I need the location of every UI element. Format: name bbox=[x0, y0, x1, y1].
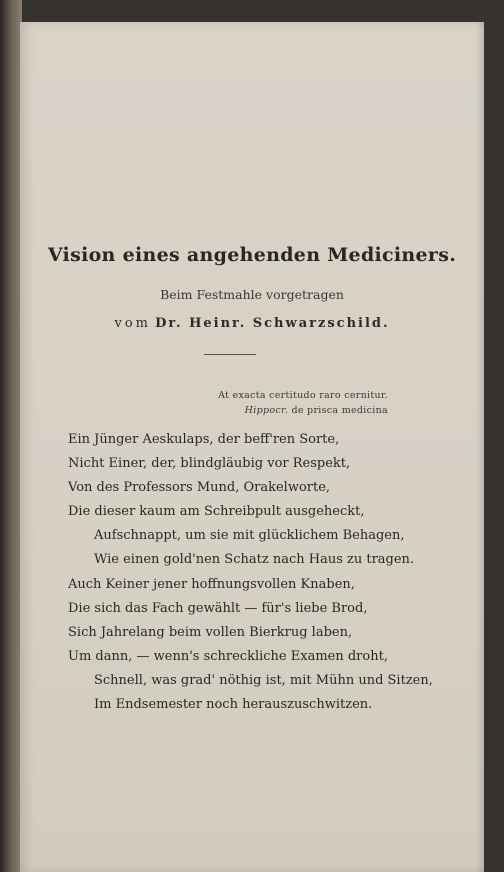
motto-attribution bbox=[245, 405, 388, 416]
verse-line: Auch Keiner jener hoffnungsvollen Knaben, bbox=[68, 577, 355, 592]
verse-line: Wie einen gold'nen Schatz nach Haus zu tragen. bbox=[94, 552, 415, 567]
verse-line: Nicht Einer, der, blindgläubig vor Respekt, bbox=[68, 456, 351, 471]
verse-line: Sich Jahrelang beim vollen Bierkrug laben, bbox=[68, 625, 353, 640]
verse-line: Die sich das Fach gewählt — für's liebe Brod, bbox=[68, 601, 368, 616]
author-name: Dr. Heinr. Schwarzschild. bbox=[155, 316, 390, 331]
verse-line: Aufschnappt, um sie mit glücklichem Behagen, bbox=[94, 528, 405, 543]
separator-rule bbox=[204, 354, 256, 355]
motto-quote: At exacta certitudo raro cernitur. bbox=[218, 390, 388, 401]
verse-line: Im Endsemester noch herauszuschwitzen. bbox=[94, 697, 373, 712]
verse-line: Von des Professors Mund, Orakelworte, bbox=[68, 480, 331, 495]
verse-line: Um dann, — wenn's schreckliche Examen droht, bbox=[68, 649, 388, 664]
author-line bbox=[20, 316, 484, 331]
verse-line: Schnell, was grad' nöthig ist, mit Mühn und Sitzen, bbox=[94, 673, 433, 688]
verse-line: Die dieser kaum am Schreibpult ausgeheckt, bbox=[68, 504, 365, 519]
book-page bbox=[20, 22, 484, 872]
page-edge-shadow bbox=[476, 22, 484, 872]
poem-title: Vision eines angehenden Mediciners. bbox=[47, 244, 457, 266]
book-spine-edge bbox=[0, 0, 22, 872]
author-prefix: vom bbox=[114, 316, 151, 331]
verse-line: Ein Jünger Aeskulaps, der beff'ren Sorte, bbox=[68, 432, 340, 447]
motto-source: Hippocr. bbox=[244, 405, 289, 416]
motto-work: de prisca medicina bbox=[291, 405, 388, 416]
poem-subtitle: Beim Festmahle vorgetragen bbox=[160, 287, 344, 302]
